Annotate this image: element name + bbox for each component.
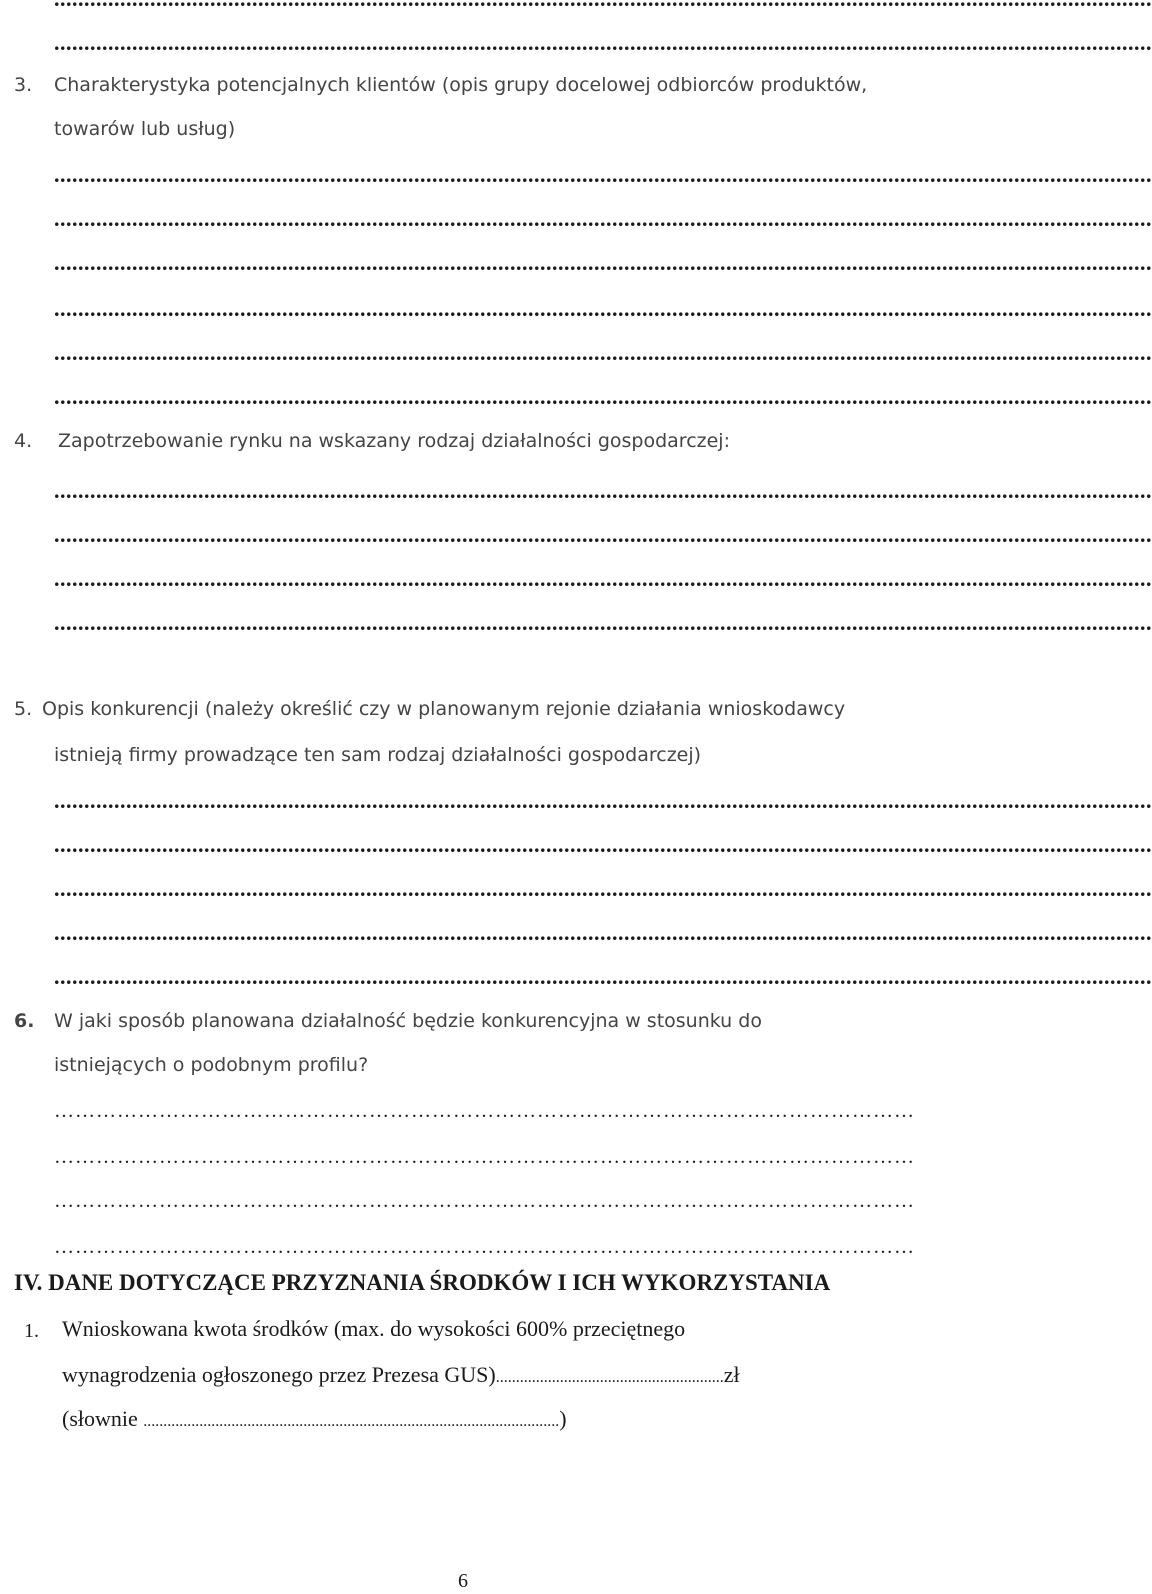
- section-iv-item1-line2: [62, 1362, 740, 1391]
- fill-line: .......................................................................................................................................................................................: [54, 340, 1152, 365]
- page-number: 6: [458, 1570, 468, 1592]
- fill-line: ……………………………………………………………………………………………………………: [54, 1146, 915, 1168]
- fill-line: .......................................................................................................................................................................................: [54, 566, 1152, 591]
- fill-line: .......................................................................................................................................................................................: [54, 384, 1152, 409]
- fill-line: .......................................................................................................................................................................................: [54, 296, 1152, 321]
- section-iv-item1-line3: [62, 1406, 567, 1435]
- section-4-number: 4.: [14, 430, 33, 452]
- section-3-number: 3.: [14, 74, 33, 96]
- requested-amount-label: wynagrodzenia ogłoszonego przez Prezesa GUS): [62, 1362, 496, 1387]
- fill-line: .......................................................................................................................................................................................: [54, 250, 1152, 275]
- section-5-line2: istnieją firmy prowadzące ten sam rodzaj działalności gospodarczej): [54, 744, 702, 766]
- fill-line: ……………………………………………………………………………………………………………: [54, 1236, 915, 1258]
- section-iv-item1-line1: Wnioskowana kwota środków (max. do wysokości 600% przeciętnego: [62, 1316, 686, 1341]
- fill-line: [54, 0, 942, 12]
- section-3-line1: Charakterystyka potencjalnych klientów (opis grupy docelowej odbiorców produktów,: [54, 74, 868, 96]
- amount-in-words-field[interactable]: ........................................................................................................: [143, 1413, 560, 1430]
- currency-unit: zł: [723, 1362, 740, 1387]
- fill-line: .......................................................................................................................................................................................: [54, 206, 1152, 231]
- section-6-line2: istniejących o podobnym profilu?: [54, 1054, 369, 1076]
- section-5-line1: Opis konkurencji (należy określić czy w planowanym rejonie działania wnioskodawcy: [42, 698, 846, 720]
- section-4-line1: Zapotrzebowanie rynku na wskazany rodzaj działalności gospodarczej:: [58, 430, 730, 452]
- requested-amount-field[interactable]: .........................................................: [495, 1369, 724, 1386]
- fill-line: .......................................................................................................................................................................................: [54, 162, 1152, 187]
- section-3-line2: towarów lub usług): [54, 118, 236, 140]
- fill-line: .......................................................................................................................................................................................: [54, 522, 1152, 547]
- section-5-number: 5.: [14, 698, 33, 720]
- fill-line: .......................................................................................................................................................................................: [54, 964, 1152, 989]
- section-6-line1: W jaki sposób planowana działalność będzie konkurencyjna w stosunku do: [54, 1010, 762, 1032]
- fill-line: .......................................................................................................................................................................................: [54, 876, 1152, 901]
- fill-line: ……………………………………………………………………………………………………………: [54, 1190, 915, 1212]
- amount-in-words-label: (słownie: [62, 1406, 144, 1431]
- fill-line: .......................................................................................................................................................................................: [54, 920, 1152, 945]
- fill-line: .......................................................................................................................................................................................: [54, 788, 1152, 813]
- fill-line: .......................................................................................................................................................................................: [54, 30, 1152, 55]
- fill-line: .......................................................................................................................................................................................: [54, 478, 1152, 503]
- section-iv-heading: IV. DANE DOTYCZĄCE PRZYZNANIA ŚRODKÓW I ICH WYKORZYSTANIA: [14, 1270, 831, 1295]
- section-6-number: 6.: [14, 1010, 35, 1032]
- fill-line: .......................................................................................................................................................................................: [54, 610, 1152, 635]
- amount-in-words-close: ): [559, 1406, 567, 1431]
- fill-line: ……………………………………………………………………………………………………………: [54, 1100, 915, 1122]
- section-iv-item1-number: 1.: [24, 1320, 39, 1342]
- fill-line: .......................................................................................................................................................................................: [54, 832, 1152, 857]
